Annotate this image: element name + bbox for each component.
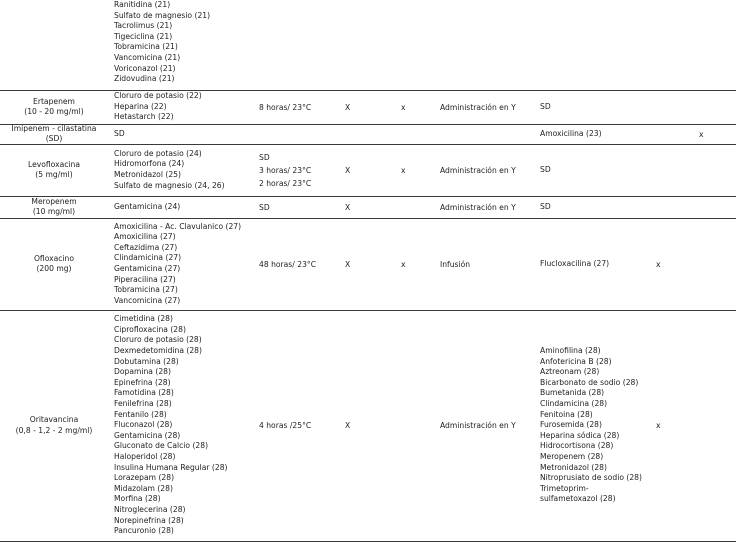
- stability-condition-text: 3 horas/ 23°C: [259, 165, 312, 175]
- incompatible-drug-text: Nitroprusiato de sodio (28): [540, 473, 642, 483]
- compatible-drug-text: Voriconazol (21): [114, 63, 176, 73]
- compatible-drug-text: Amoxicilina (27): [114, 232, 176, 242]
- drug-name-cell: [0, 218, 108, 310]
- compatible-drug-text: Fentanilo (28): [114, 409, 167, 419]
- incompatible-drug-text: SD: [540, 164, 551, 174]
- compatible-drug-text: Vancomicina (21): [114, 52, 181, 62]
- mark-chemical: [401, 0, 413, 90]
- administration-method: Administración en Y: [440, 165, 516, 175]
- mark-physical: [345, 0, 357, 90]
- mark-incompatible-chemical: [699, 218, 711, 310]
- compatible-drug-text: Midazolam (28): [114, 483, 173, 493]
- mark-physical: [345, 124, 357, 144]
- compatible-drug-text: Tobramicina (27): [114, 285, 178, 295]
- incompatible-drug-text: Meropenem (28): [540, 451, 604, 461]
- mark-chemical: [401, 196, 413, 218]
- compatible-drug-text: Cloruro de potasio (28): [114, 335, 202, 345]
- incompatible-drug-text: Bumetanida (28): [540, 388, 605, 398]
- incompatible-drug-text: Heparina sódica (28): [540, 430, 620, 440]
- compatible-drug-text: Epinefrina (28): [114, 377, 171, 387]
- mark-incompatible-chemical: x: [699, 129, 704, 139]
- mark-physical: X: [345, 102, 351, 112]
- compatible-drug-text: Gluconato de Calcio (28): [114, 441, 209, 451]
- incompatible-drug-text: Anfotericina B (28): [540, 356, 612, 366]
- drug-name-cell: [0, 310, 108, 541]
- incompatible-drug-cell: [540, 310, 656, 541]
- compatible-drug-text: Haloperidol (28): [114, 451, 176, 461]
- incompatible-drug-text: Fenitoina (28): [540, 409, 593, 419]
- mark-chemical: x: [401, 259, 406, 269]
- mark-chemical: [401, 310, 413, 541]
- compatible-drug-text: Ranitidina (21): [114, 0, 171, 9]
- incompatible-drug-text: Furosemida (28): [540, 420, 602, 430]
- compatible-drug-cell: [114, 218, 254, 310]
- incompatible-drug-cell: [540, 0, 656, 90]
- stability-condition-cell: [259, 0, 339, 90]
- mark-chemical: x: [401, 165, 406, 175]
- drug-name-text: (SD): [45, 134, 63, 143]
- compatible-drug-cell: [114, 90, 254, 124]
- mark-physical: X: [345, 202, 351, 212]
- administration-method: Infusión: [440, 259, 471, 269]
- stability-condition-text: 4 horas /25°C: [259, 421, 312, 430]
- compatible-drug-text: Morfina (28): [114, 494, 161, 504]
- drug-name-text: (0,8 - 1,2 - 2 mg/ml): [15, 425, 93, 435]
- table-row: [0, 0, 736, 91]
- compatible-drug-cell: [114, 0, 254, 90]
- mark-incompatible-physical: [656, 90, 668, 124]
- table-row: [0, 196, 736, 219]
- incompatible-drug-cell: [540, 124, 656, 144]
- mark-incompatible-chemical: [699, 0, 711, 90]
- compatible-drug-cell: [114, 310, 254, 541]
- administration-method: Administración en Y: [440, 421, 516, 430]
- compatible-drug-text: Tobramicina (21): [114, 42, 178, 52]
- incompatible-drug-text: Metronidazol (28): [540, 462, 607, 472]
- compatible-drug-text: Hetastarch (22): [114, 112, 174, 122]
- incompatible-drug-text: SD: [540, 101, 551, 111]
- compatible-drug-cell: [114, 144, 254, 196]
- mark-chemical: x: [401, 102, 406, 112]
- table-row: [0, 144, 736, 197]
- stability-condition-text: 48 horas/ 23°C: [259, 259, 317, 269]
- mark-physical: X: [345, 259, 351, 269]
- compatible-drug-text: Heparina (22): [114, 101, 167, 111]
- drug-name-text: (200 mg): [36, 264, 72, 273]
- mark-incompatible-physical: [656, 0, 668, 90]
- compatible-drug-text: Piperacilina (27): [114, 274, 176, 284]
- drug-name-cell: [0, 124, 108, 144]
- compatible-drug-text: Clindamicina (27): [114, 253, 182, 263]
- compatible-drug-text: Cimetidina (28): [114, 314, 173, 324]
- compatible-drug-text: Ceftazidima (27): [114, 242, 178, 252]
- incompatible-drug-text: Bicarbonato de sodio (28): [540, 377, 639, 387]
- stability-condition-cell: [259, 90, 339, 124]
- drug-name-text: (10 - 20 mg/ml): [24, 107, 84, 116]
- mark-physical: X: [345, 421, 351, 430]
- compatible-drug-text: Amoxicilina - Ac. Clavulanico (27): [114, 221, 242, 231]
- incompatible-drug-cell: [540, 144, 656, 196]
- drug-name-text: Oritavancina: [29, 415, 79, 424]
- table-row: [0, 310, 736, 542]
- compatible-drug-text: Gentamicina (24): [114, 201, 181, 211]
- incompatible-drug-cell: [540, 218, 656, 310]
- drug-name-text: Ertapenem: [33, 96, 75, 106]
- drug-name-cell: [0, 144, 108, 196]
- compatible-drug-text: Gentamicina (28): [114, 430, 181, 440]
- drug-name-cell: [0, 196, 108, 218]
- compatible-drug-text: Ciprofloxacina (28): [114, 324, 186, 334]
- compatible-drug-text: Tacrolimus (21): [114, 21, 173, 31]
- mark-incompatible-chemical: [699, 90, 711, 124]
- incompatible-drug-text: Hidrocortisona (28): [540, 441, 614, 451]
- mark-incompatible-physical: [656, 144, 668, 196]
- stability-condition-text: 8 horas/ 23°C: [259, 102, 312, 112]
- compatible-drug-cell: [114, 124, 254, 144]
- incompatible-drug-cell: [540, 90, 656, 124]
- compatible-drug-text: Famotidina (28): [114, 388, 174, 398]
- administration-method: [440, 124, 538, 144]
- mark-incompatible-physical: [656, 196, 668, 218]
- drug-name-cell: [0, 90, 108, 124]
- incompatible-drug-text: Clindamicina (28): [540, 399, 608, 409]
- stability-condition-text: SD: [259, 202, 270, 212]
- compatible-drug-text: Vancomicina (27): [114, 295, 181, 305]
- stability-condition-cell: [259, 218, 339, 310]
- table-row: [0, 90, 736, 125]
- table-row: [0, 124, 736, 145]
- compatible-drug-text: Zidovudina (21): [114, 74, 175, 84]
- compatible-drug-text: Metronidazol (25): [114, 170, 181, 179]
- incompatible-drug-text: Amoxicilina (23): [540, 128, 602, 138]
- stability-condition-text: 2 horas/ 23°C: [259, 178, 312, 188]
- compatible-drug-text: Cloruro de potasio (22): [114, 91, 202, 101]
- administration-method: [440, 0, 538, 90]
- stability-condition-cell: [259, 196, 339, 218]
- incompatible-drug-text: sulfametoxazol (28): [540, 494, 616, 504]
- incompatible-drug-text: SD: [540, 201, 551, 211]
- drug-name-text: Imipenem - cilastatina: [11, 123, 97, 133]
- mark-incompatible-chemical: [699, 144, 711, 196]
- compatible-drug-text: Gentamicina (27): [114, 264, 181, 273]
- compatible-drug-text: Dopamina (28): [114, 367, 171, 377]
- mark-incompatible-chemical: [699, 196, 711, 218]
- stability-condition-cell: [259, 310, 339, 541]
- mark-incompatible-chemical: [699, 310, 711, 541]
- incompatible-drug-text: Flucloxacilina (27): [540, 258, 610, 268]
- drug-name-cell: [0, 0, 108, 90]
- compatible-drug-text: Fluconazol (28): [114, 420, 173, 430]
- compatible-drug-text: Norepinefrina (28): [114, 515, 184, 525]
- administration-method: Administración en Y: [440, 102, 516, 112]
- compatible-drug-text: Sulfato de magnesio (24, 26): [114, 180, 225, 190]
- compatible-drug-text: Dobutamina (28): [114, 356, 179, 366]
- incompatible-drug-text: Aminofilina (28): [540, 346, 601, 356]
- incompatible-drug-cell: [540, 196, 656, 218]
- mark-incompatible-physical: x: [656, 259, 661, 269]
- mark-chemical: [401, 124, 413, 144]
- administration-method: Administración en Y: [440, 202, 516, 212]
- compatible-drug-text: SD: [114, 128, 125, 138]
- compatible-drug-text: Hidromorfona (24): [114, 159, 185, 169]
- incompatible-drug-text: Aztreonam (28): [540, 367, 600, 377]
- drug-name-text: (10 mg/ml): [32, 207, 76, 216]
- compatible-drug-text: Sulfato de magnesio (21): [114, 10, 211, 20]
- mark-physical: X: [345, 165, 351, 175]
- compatible-drug-text: Lorazepam (28): [114, 473, 175, 483]
- compatible-drug-text: Fenilefrina (28): [114, 399, 172, 409]
- compatible-drug-text: Dexmedetomidina (28): [114, 346, 202, 356]
- compatible-drug-text: Insulina Humana Regular (28): [114, 462, 228, 472]
- stability-condition-cell: [259, 144, 339, 196]
- drug-name-text: Ofloxacino: [33, 253, 75, 263]
- mark-incompatible-physical: [656, 124, 668, 144]
- compatible-drug-text: Nitroglecerina (28): [114, 504, 186, 514]
- drug-name-text: Levofloxacina: [27, 159, 80, 169]
- compatible-drug-text: Tigeciclina (21): [114, 31, 173, 41]
- mark-incompatible-physical: x: [656, 421, 661, 430]
- table-row: [0, 218, 736, 311]
- drug-name-text: (5 mg/ml): [35, 170, 73, 179]
- stability-condition-text: SD: [259, 152, 270, 162]
- compatible-drug-text: Cloruro de potasio (24): [114, 148, 202, 158]
- compatible-drug-cell: [114, 196, 254, 218]
- compatible-drug-text: Pancuronio (28): [114, 526, 174, 536]
- incompatible-drug-text: Trimetoprim-: [540, 483, 589, 493]
- drug-name-text: Meropenem: [31, 196, 77, 206]
- stability-condition-cell: [259, 124, 339, 144]
